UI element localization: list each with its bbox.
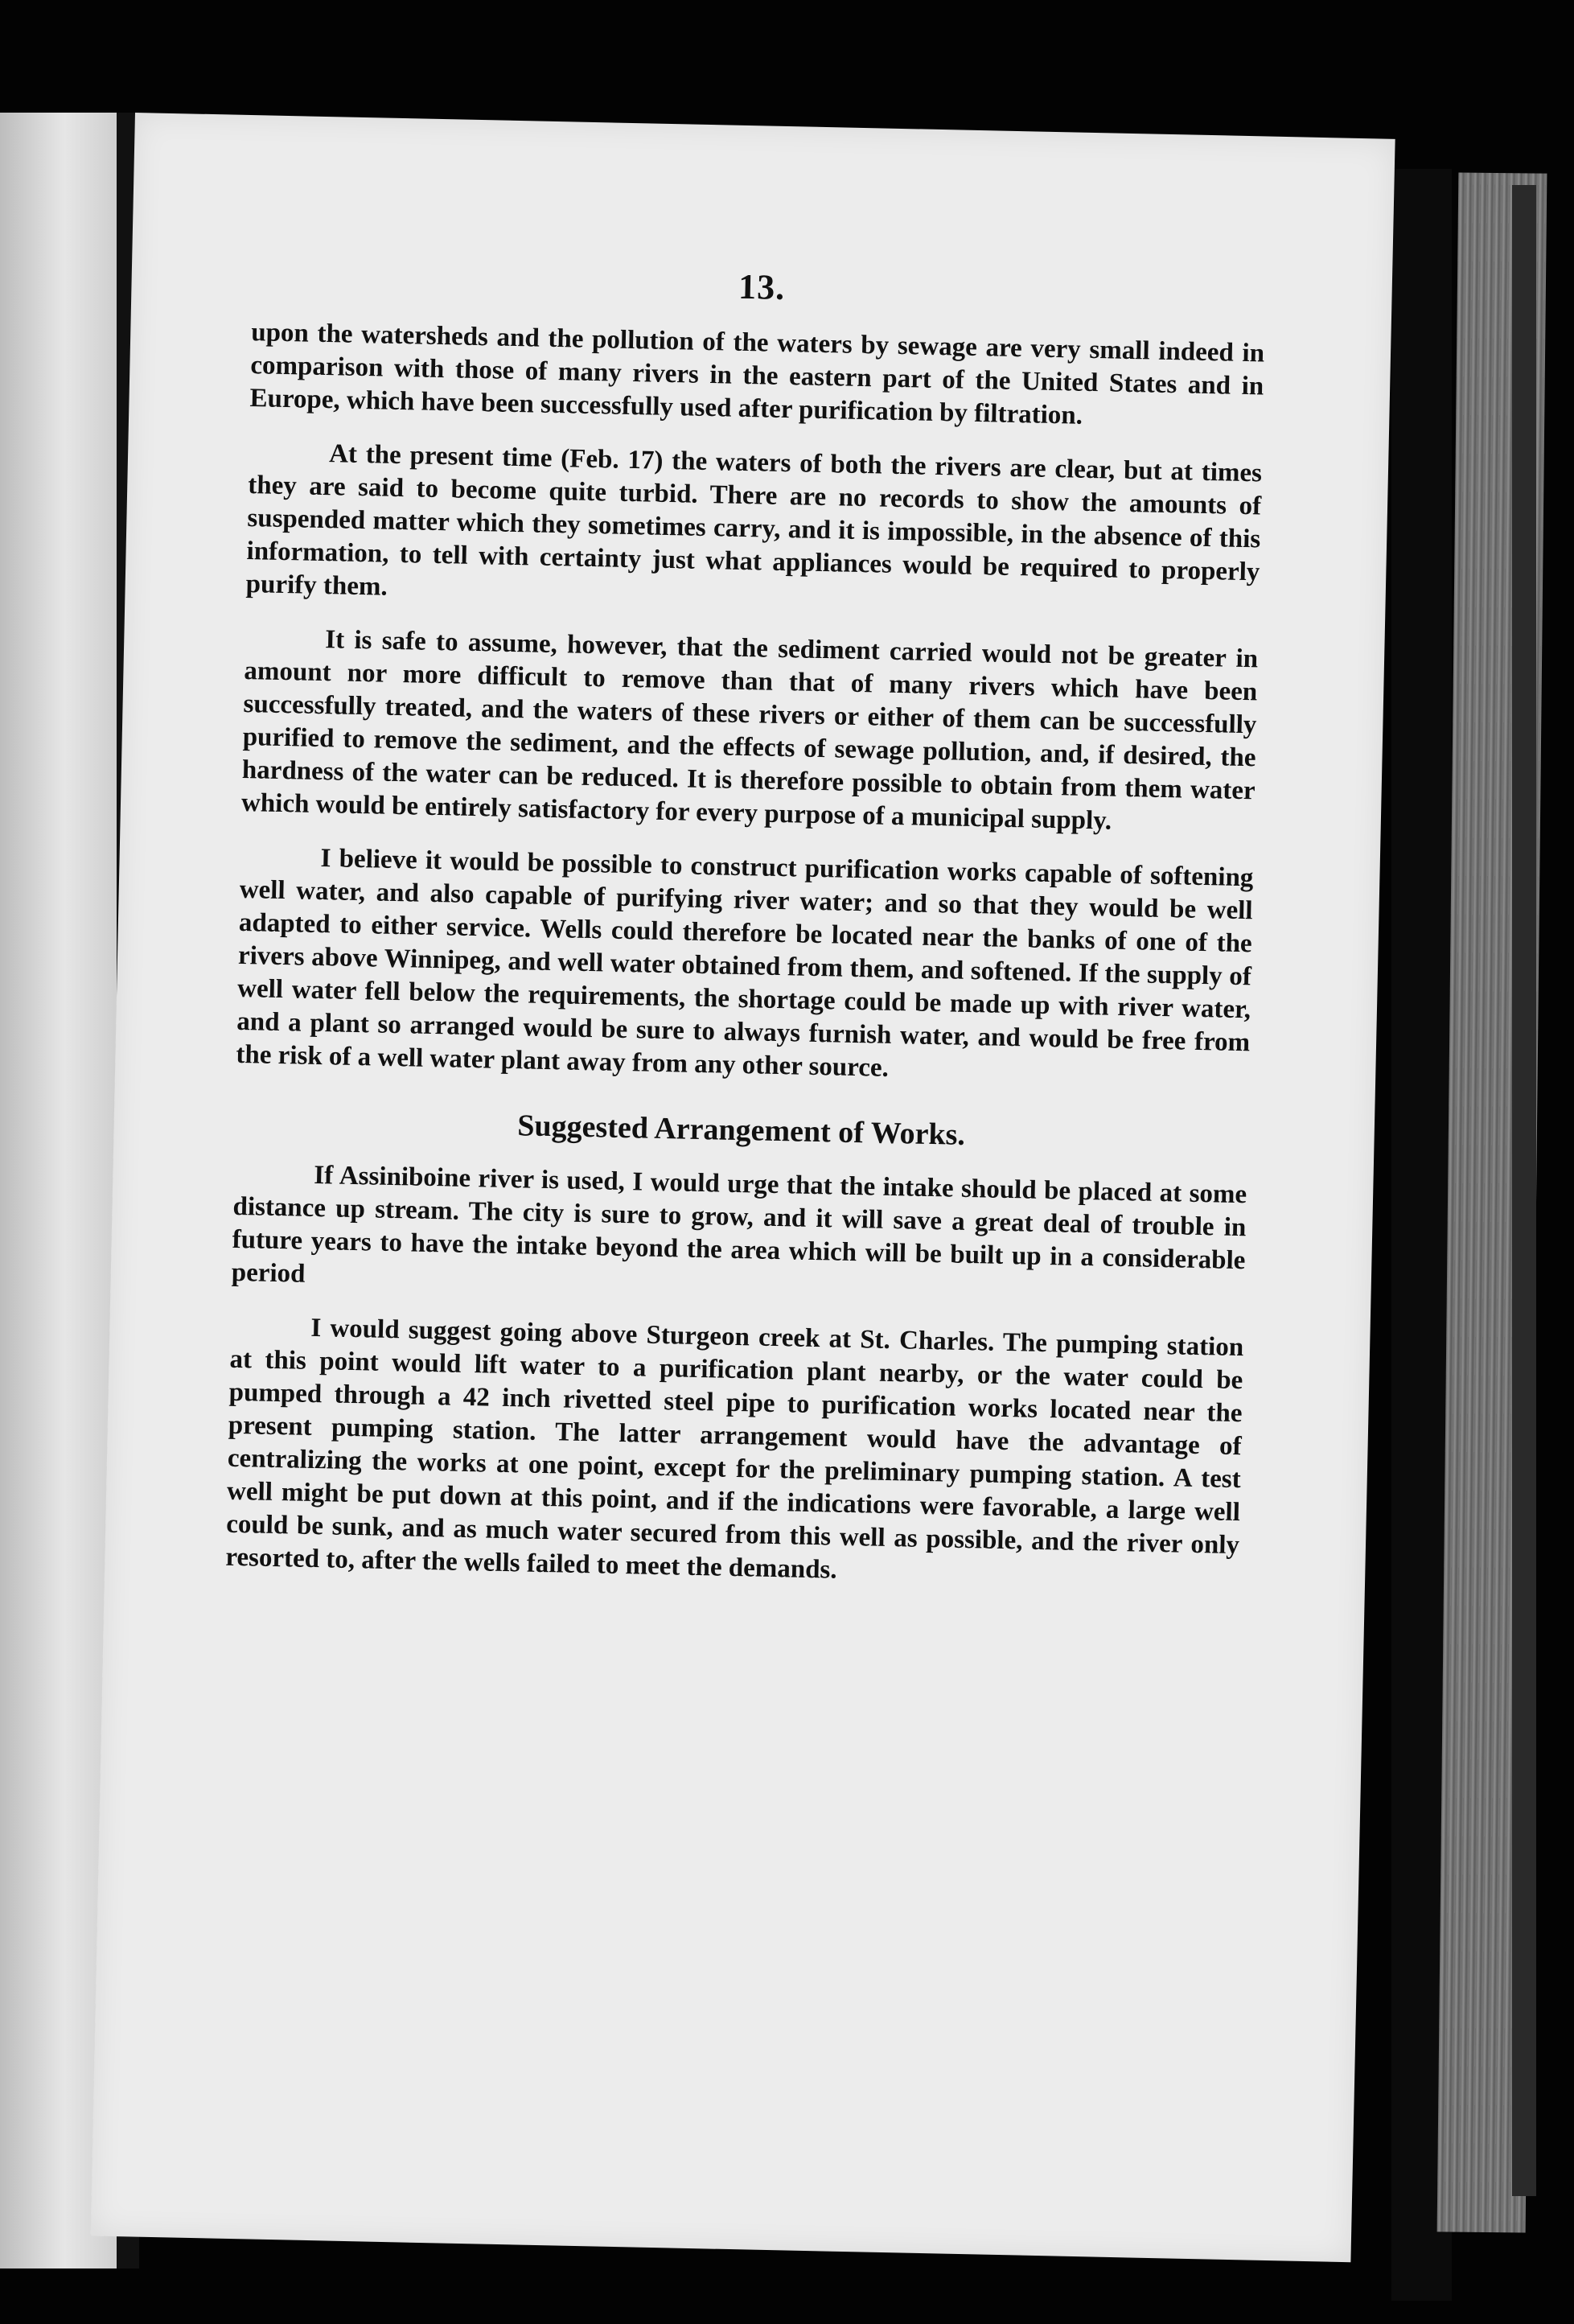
paragraph-sturgeon-creek: I would suggest going above Sturgeon creek at St. Charles. The pumping station at this point would lift water to a purification plant nearby, or the water could be pumped through a 42 inch rivetted steel pipe to purification works located near the present pumping station. The latter arrangement would have the advantage of centralizing the works at one point, except for the preliminary pumping station. A test well might be put down at this point, and if the indications were favorable, a large well could be sunk, and as much water secured from this well as possible, and the river only resorted to, after the wells failed to meet the demands. xyxy=(225,1313,1244,1585)
paragraph-continuation: upon the watersheds and the pollution of the waters by sewage are very small indeed in comparison with those of many rivers in the eastern part of the United States and in Europe, which have been successfully used after purification by filtration. xyxy=(249,318,1265,430)
paragraph-assiniboine-intake: If Assiniboine river is used, I would urge that the intake should be placed at some distance up stream. The city is sure to grow, and it will save a great deal of trouble in future years to have the intake beyond the area which will be built up in a considerable period xyxy=(231,1160,1247,1289)
paragraph-present-time: At the present time (Feb. 17) the waters of both the rivers are clear, but at times they are said to become quite turbid. There are no records to show the amounts of suspended matter which they sometimes carry, and it is impossible, in the absence of this information, to tell with certainty just what appliances would be required to properly purify them. xyxy=(245,439,1263,602)
book-cover-edge xyxy=(1512,185,1536,2196)
paragraph-purification-works: I believe it would be possible to construct purification works capable of softening well water, and also capable of purifying river water; and so that they would be well adapted to either service. Wells could therefore be located near the banks of one of the rivers above Winnipeg, and well water obtained from them, and softened. If the supply of well water fell below the requirements, the shortage could be made up with river water, and a plant so arranged would be sure to always furnish water, and would be free from the risk of a well water plant away from any other source. xyxy=(236,844,1254,1083)
page-number: 13. xyxy=(738,266,786,307)
paragraph-safe-assume: It is safe to assume, however, that the sediment carried would not be greater in amount nor more difficult to remove than that of many rivers which have been successfully treated, and the waters of these rivers or either of them can be successfully purified to remove the sediment, and the effects of sewage pollution, and, if desired, the hardness of the water can be reduced. It is therefore possible to obtain from them water which would be entirely satisfactory for every purpose of a municipal supply. xyxy=(240,625,1259,836)
page-body xyxy=(224,316,1264,1616)
document-page xyxy=(91,113,1395,2262)
section-heading: Suggested Arrangement of Works. xyxy=(516,1109,966,1152)
